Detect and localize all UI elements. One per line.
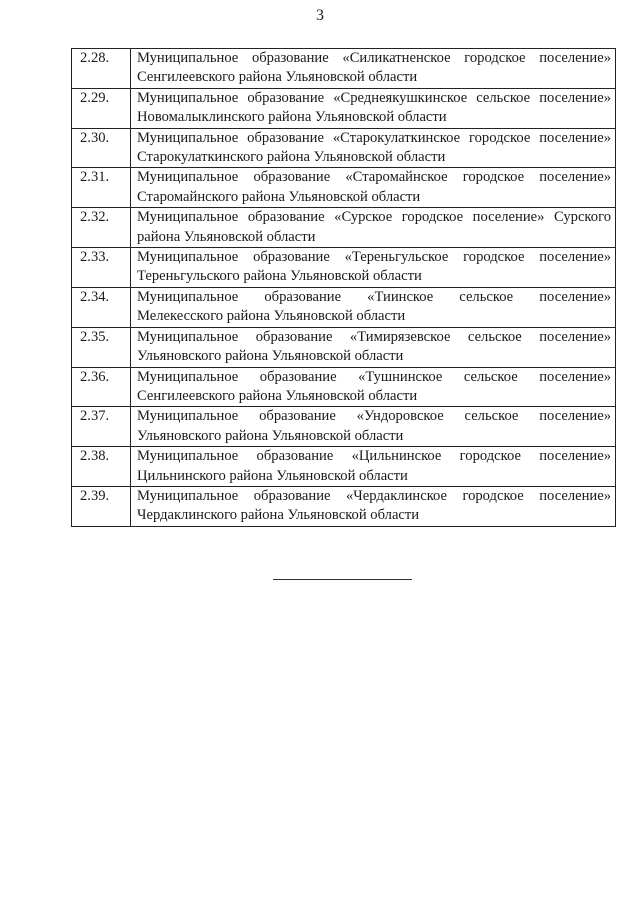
row-text: Муниципальное образование «Тимирязевское сельское поселение» Ульяновского района Ульяновской области — [131, 327, 616, 367]
row-text: Муниципальное образование «Ундоровское сельское поселение» Ульяновского района Ульяновской области — [131, 407, 616, 447]
table-row — [72, 287, 616, 327]
table-row — [72, 248, 616, 288]
row-number: 2.39. — [72, 486, 131, 526]
row-number: 2.34. — [72, 287, 131, 327]
row-number: 2.32. — [72, 208, 131, 248]
row-number: 2.35. — [72, 327, 131, 367]
row-number: 2.38. — [72, 447, 131, 487]
row-text: Муниципальное образование «Силикатненское городское поселение» Сенгилеевского района Ульяновской области — [131, 49, 616, 89]
page-number: 3 — [316, 7, 324, 24]
table-row — [72, 486, 616, 526]
row-number: 2.31. — [72, 168, 131, 208]
row-text: Муниципальное образование «Цильнинское городское поселение» Цильнинского района Ульяновской области — [131, 447, 616, 487]
row-text: Муниципальное образование «Тушнинское сельское поселение» Сенгилеевского района Ульяновской области — [131, 367, 616, 407]
row-text: Муниципальное образование «Чердаклинское городское поселение» Чердаклинского района Ульяновской области — [131, 486, 616, 526]
table-row — [72, 367, 616, 407]
table-row — [72, 327, 616, 367]
table-row — [72, 168, 616, 208]
row-text: Муниципальное образование «Сурское городское поселение» Сурского района Ульяновской области — [131, 208, 616, 248]
municipalities-table — [71, 48, 616, 527]
row-number: 2.37. — [72, 407, 131, 447]
table-row — [72, 88, 616, 128]
row-number: 2.33. — [72, 248, 131, 288]
row-text: Муниципальное образование «Тиинское сельское поселение» Мелекесского района Ульяновской области — [131, 287, 616, 327]
row-text: Муниципальное образование «Старомайнское городское поселение» Старомайнского района Ульяновской области — [131, 168, 616, 208]
table-row — [72, 208, 616, 248]
row-number: 2.29. — [72, 88, 131, 128]
row-number: 2.36. — [72, 367, 131, 407]
table-body — [72, 49, 616, 527]
table-row — [72, 407, 616, 447]
end-separator-line — [273, 579, 412, 580]
table-row — [72, 447, 616, 487]
row-text: Муниципальное образование «Тереньгульское городское поселение» Тереньгульского района Ульяновской области — [131, 248, 616, 288]
row-text: Муниципальное образование «Старокулаткинское городское поселение» Старокулаткинского района Ульяновской области — [131, 128, 616, 168]
row-text: Муниципальное образование «Среднеякушкинское сельское поселение» Новомалыклинского района Ульяновской области — [131, 88, 616, 128]
row-number: 2.28. — [72, 49, 131, 89]
table-row — [72, 128, 616, 168]
row-number: 2.30. — [72, 128, 131, 168]
table-row — [72, 49, 616, 89]
